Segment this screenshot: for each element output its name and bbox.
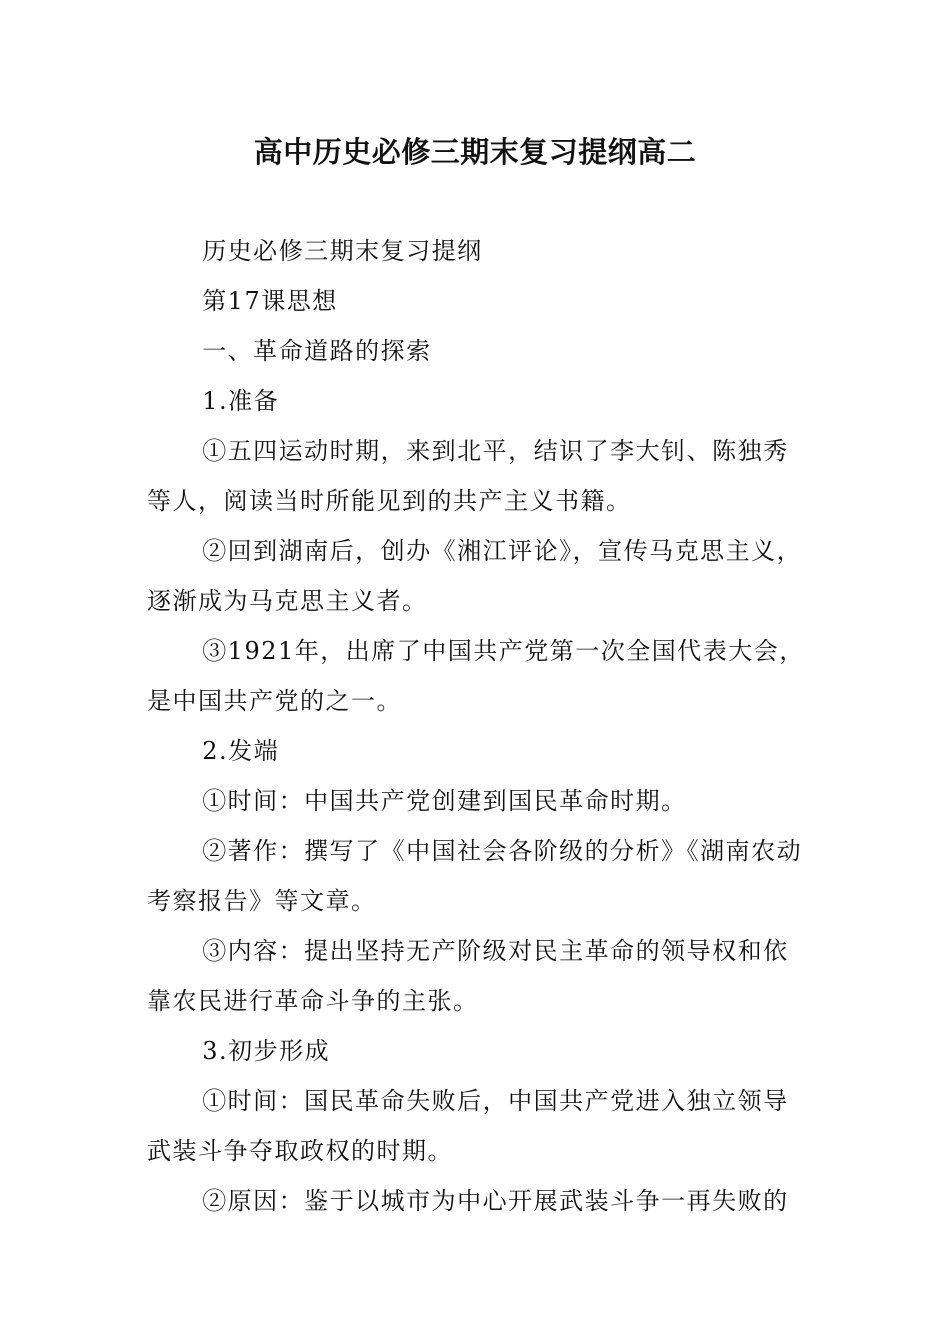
paragraph-item: ②著作：撰写了《中国社会各阶级的分析》《湖南农动考察报告》等文章。	[147, 837, 803, 915]
paragraph-item: ①五四运动时期，来到北平，结识了李大钊、陈独秀等人，阅读当时所能见到的共产主义书籍。	[147, 437, 789, 515]
paragraph-subheading-formation: 3.初步形成	[202, 1037, 331, 1065]
document-title: 高中历史必修三期末复习提纲高二	[253, 135, 697, 169]
paragraph-subtitle: 历史必修三期末复习提纲	[202, 237, 483, 265]
paragraph-item: ①时间：中国共产党创建到国民革命时期。	[202, 787, 687, 815]
paragraph-section-heading: 一、革命道路的探索	[202, 337, 432, 365]
paragraph-lesson-heading: 第17课思想	[202, 287, 338, 315]
paragraph-item: ③内容：提出坚持无产阶级对民主革命的领导权和依靠农民进行革命斗争的主张。	[147, 937, 789, 1015]
paragraph-subheading-origin: 2.发端	[202, 737, 280, 765]
document-body	[147, 226, 812, 1226]
paragraph-item: ②回到湖南后，创办《湘江评论》，宣传马克思主义，逐渐成为马克思主义者。	[147, 537, 803, 615]
paragraph-item: ③1921年，出席了中国共产党第一次全国代表大会，是中国共产党的之一。	[147, 637, 805, 715]
paragraph-subheading-preparation: 1.准备	[202, 387, 280, 415]
paragraph-item: ②原因：鉴于以城市为中心开展武装斗争一再失败的	[202, 1187, 789, 1215]
paragraph-item: ①时间：国民革命失败后，中国共产党进入独立领导武装斗争夺取政权的时期。	[147, 1087, 789, 1165]
